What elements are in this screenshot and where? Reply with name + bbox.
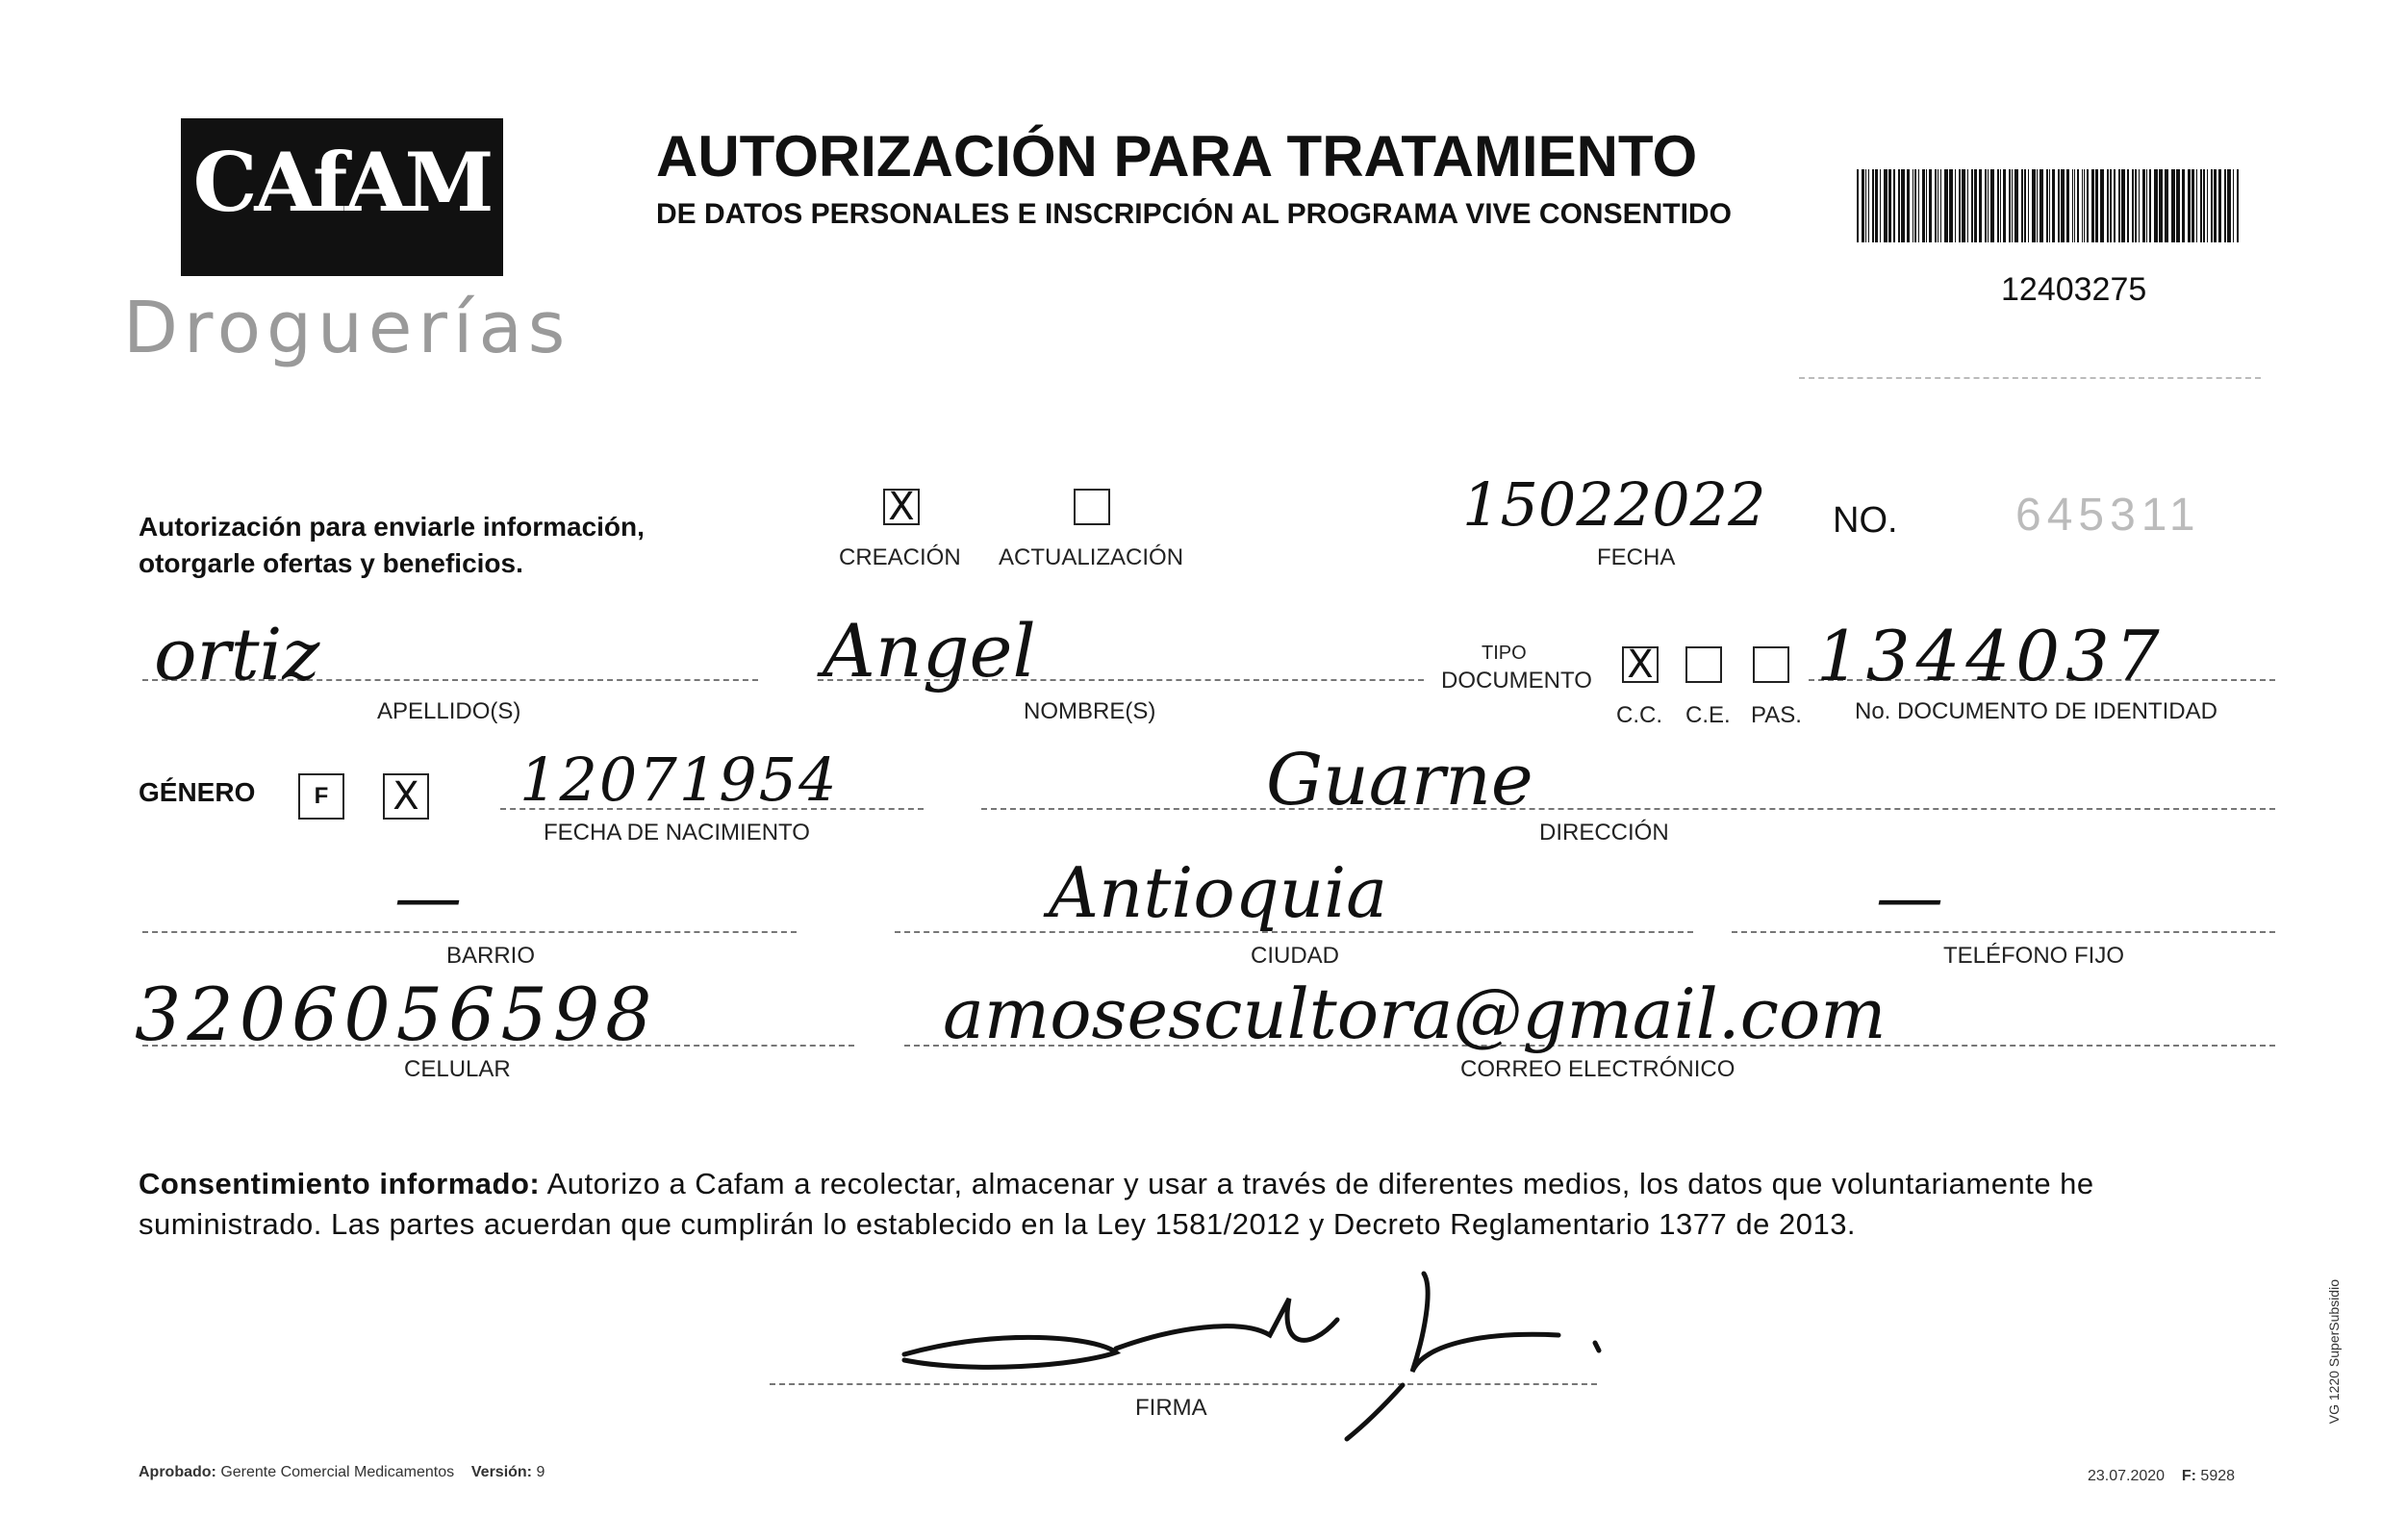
actualizacion-checkbox[interactable]: [1074, 489, 1110, 525]
ciudad-label: CIUDAD: [1251, 943, 1340, 969]
direccion-value[interactable]: Guarne: [1266, 739, 1533, 821]
genero-m-checkbox[interactable]: [383, 773, 429, 820]
consent-heading: Consentimiento informado:: [139, 1167, 541, 1200]
telefono-label: TELÉFONO FIJO: [1943, 943, 2125, 969]
direccion-line: [981, 808, 2275, 810]
apellido-value[interactable]: ortiz: [154, 614, 320, 696]
fecha-value[interactable]: 15022022: [1462, 469, 1766, 540]
cc-checkbox[interactable]: [1622, 643, 1659, 687]
barrio-line: [142, 931, 797, 933]
footer-right: [2088, 1468, 2235, 1485]
apellido-label: APELLIDO(S): [377, 698, 521, 724]
ciudad-value[interactable]: Antioquia: [1049, 852, 1388, 933]
ce-checkbox[interactable]: [1685, 646, 1722, 683]
fecha-nac-label: FECHA DE NACIMIENTO: [544, 820, 810, 846]
divider: [1799, 377, 2261, 379]
form-title: AUTORIZACIÓN PARA TRATAMIENTO: [656, 124, 1698, 189]
consent-body: Autorizo a Cafam a recolectar, almacenar y usar a través de diferentes medios, los datos que voluntariamente he suministrado. Las partes acuerdan que cumplirán lo establecido en la Ley 1581/2012 y Decreto Reglamentario 1377 de 2013.: [139, 1167, 2094, 1241]
telefono-line: [1732, 931, 2275, 933]
signature-icon: [885, 1260, 1693, 1462]
aprobado-label: Aprobado:: [139, 1464, 216, 1480]
form-subtitle: DE DATOS PERSONALES E INSCRIPCIÓN AL PROGRAMA VIVE CONSENTIDO: [656, 198, 1732, 230]
tipo-doc-label-1: TIPO: [1482, 643, 1527, 664]
aprobado-value: Gerente Comercial Medicamentos: [220, 1464, 455, 1480]
side-text: VG 1220 SuperSubsidio: [2326, 1279, 2342, 1425]
pas-checkbox[interactable]: [1753, 646, 1789, 683]
direccion-label: DIRECCIÓN: [1539, 820, 1669, 846]
cafam-logo: CAfAM: [192, 135, 492, 230]
doc-number-label: No. DOCUMENTO DE IDENTIDAD: [1855, 698, 2217, 724]
fecha-label: FECHA: [1597, 544, 1676, 570]
footer-aprobado: [139, 1464, 545, 1481]
correo-label: CORREO ELECTRÓNICO: [1460, 1056, 1736, 1082]
creacion-label: CREACIÓN: [839, 544, 961, 570]
barrio-label: BARRIO: [446, 943, 536, 969]
nombre-label: NOMBRE(S): [1024, 698, 1156, 724]
form-value: 5928: [2200, 1468, 2236, 1484]
tipo-doc-label-2: DOCUMENTO: [1441, 668, 1592, 694]
version-value: 9: [536, 1464, 545, 1480]
barcode-number: 12403275: [2001, 271, 2147, 308]
ce-label: C.E.: [1685, 702, 1731, 728]
celular-value[interactable]: 3206056598: [135, 972, 658, 1057]
doc-number-value[interactable]: 1344037: [1816, 616, 2166, 696]
no-label: NO.: [1833, 500, 1898, 541]
barcode-icon: [1857, 169, 2242, 242]
nombre-value[interactable]: Angel: [823, 608, 1036, 694]
footer-date: 23.07.2020: [2088, 1468, 2166, 1484]
genero-label: GÉNERO: [139, 777, 256, 807]
auth-text-1: Autorización para enviarle información,: [139, 512, 645, 542]
creacion-checkbox[interactable]: [883, 485, 920, 529]
barrio-value[interactable]: —: [394, 858, 462, 937]
auth-text-2: otorgarle ofertas y beneficios.: [139, 548, 523, 578]
creacion-check-mark: X: [888, 485, 915, 529]
form-label: F:: [2181, 1468, 2196, 1484]
version-label: Versión:: [470, 1464, 533, 1480]
cc-check-mark: X: [1627, 643, 1654, 687]
telefono-value[interactable]: —: [1876, 858, 1943, 937]
genero-m-check-mark: X: [393, 774, 419, 819]
fecha-nac-value[interactable]: 12071954: [519, 745, 839, 815]
genero-f-checkbox[interactable]: F: [298, 773, 344, 820]
consent-paragraph: [139, 1164, 2269, 1245]
pas-label: PAS.: [1751, 702, 1802, 728]
actualizacion-label: ACTUALIZACIÓN: [999, 544, 1184, 570]
firma-label: FIRMA: [1135, 1395, 1207, 1421]
celular-label: CELULAR: [404, 1056, 511, 1082]
droguerias-logo: Droguerías: [123, 287, 571, 369]
no-value: 645311: [2015, 490, 2201, 541]
correo-value[interactable]: amosescultora@gmail.com: [943, 973, 1887, 1054]
cc-label: C.C.: [1616, 702, 1662, 728]
